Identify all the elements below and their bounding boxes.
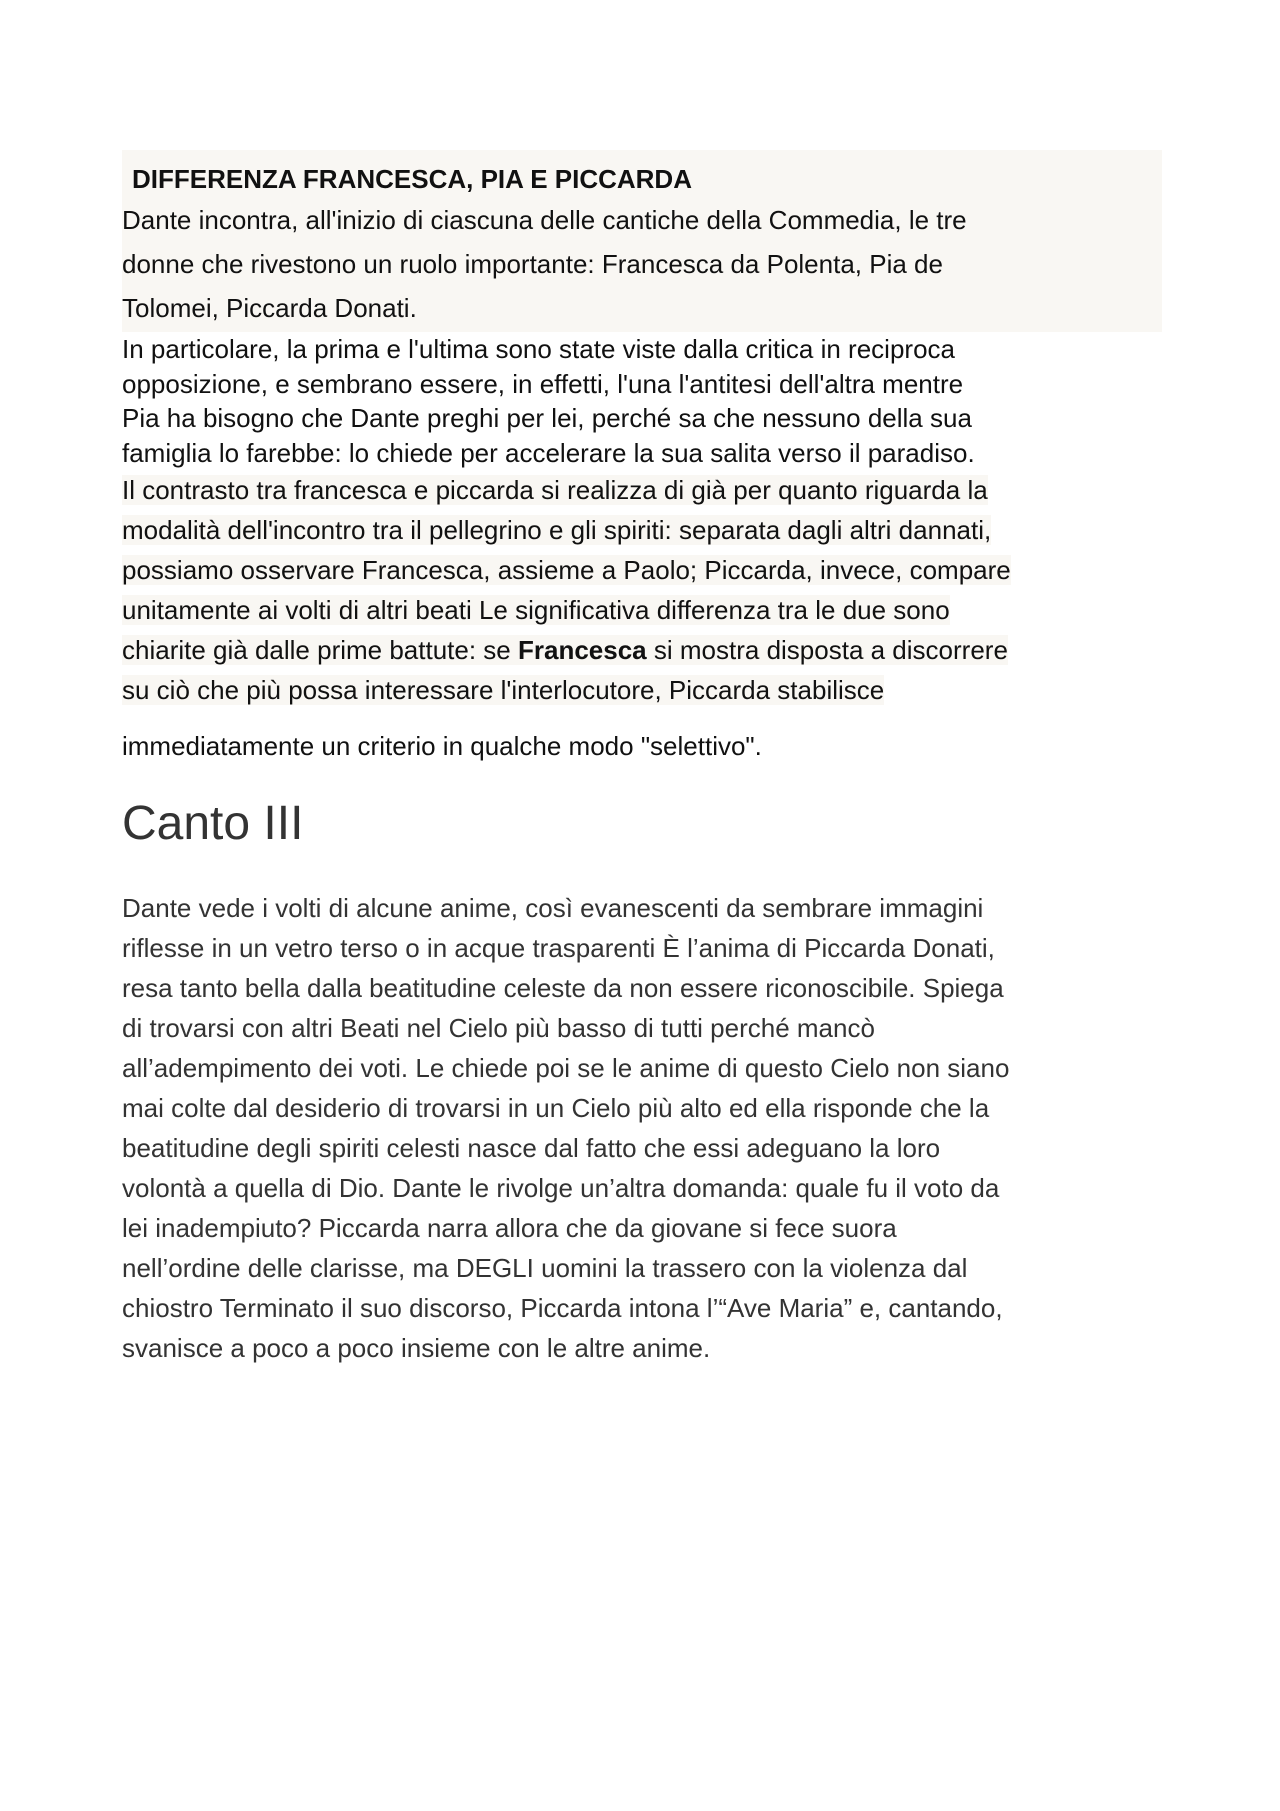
contrast-paragraph: [122, 470, 1162, 710]
contrast-line: Il contrasto tra francesca e piccarda si realizza di già per quanto riguarda la: [122, 475, 988, 505]
canto-line: volontà a quella di Dio. Dante le rivolge un’altra domanda: quale fu il voto da: [122, 1173, 1000, 1203]
intro-paragraph: [122, 198, 1122, 330]
canto-line: resa tanto bella dalla beatitudine celeste da non essere riconoscibile. Spiega: [122, 973, 1004, 1003]
document-page: [122, 150, 1162, 1368]
bold-francesca: Francesca: [518, 635, 647, 665]
contrast-line: modalità dell'incontro tra il pellegrino e gli spiriti: separata dagli altri dannati,: [122, 515, 992, 545]
contrast-line: unitamente ai volti di altri beati Le significativa differenza tra le due sono: [122, 595, 950, 625]
document-title: DIFFERENZA FRANCESCA, PIA E PICCARDA: [132, 164, 692, 194]
intro-line: Dante incontra, all'inizio di ciascuna delle cantiche della Commedia, le tre: [122, 205, 967, 235]
comparison-line: Pia ha bisogno che Dante preghi per lei, perché sa che nessuno della sua: [122, 403, 972, 433]
comparison-line: famiglia lo farebbe: lo chiede per accelerare la sua salita verso il paradiso.: [122, 437, 975, 468]
contrast-line-start: chiarite già dalle prime battute: se: [122, 635, 518, 665]
comparison-paragraph: [122, 332, 1142, 470]
comparison-line: opposizione, e sembrano essere, in effetti, l'una l'antitesi dell'altra mentre: [122, 368, 964, 399]
canto-line: mai colte dal desiderio di trovarsi in un Cielo più alto ed ella risponde che la: [122, 1093, 990, 1123]
canto-paragraph: [122, 888, 1162, 1368]
canto-line: riflesse in un vetro terso o in acque trasparenti È l’anima di Piccarda Donati,: [122, 933, 995, 963]
selective-criterion-line: immediatamente un criterio in qualche modo "selettivo".: [122, 731, 762, 761]
contrast-line-end: si mostra disposta a discorrere: [646, 635, 1008, 665]
canto-heading: Canto III: [122, 797, 304, 850]
intro-line: donne che rivestono un ruolo importante: Francesca da Polenta, Pia de: [122, 249, 943, 279]
intro-line: Tolomei, Piccarda Donati.: [122, 293, 417, 323]
canto-line: di trovarsi con altri Beati nel Cielo più basso di tutti perché mancò: [122, 1013, 875, 1043]
canto-line: lei inadempiuto? Piccarda narra allora che da giovane si fece suora: [122, 1213, 897, 1243]
canto-line: svanisce a poco a poco insieme con le altre anime.: [122, 1333, 711, 1363]
canto-line: Dante vede i volti di alcune anime, così evanescenti da sembrare immagini: [122, 893, 984, 923]
comparison-line: In particolare, la prima e l'ultima sono state viste dalla critica in reciproca: [122, 334, 955, 364]
contrast-line: possiamo osservare Francesca, assieme a Paolo; Piccarda, invece, compare: [122, 555, 1011, 585]
canto-line: nell’ordine delle clarisse, ma DEGLI uomini la trassero con la violenza dal: [122, 1253, 968, 1283]
canto-line: beatitudine degli spiriti celesti nasce dal fatto che essi adeguano la loro: [122, 1133, 941, 1163]
intro-highlight-block: [122, 150, 1162, 332]
canto-line: chiostro Terminato il suo discorso, Piccarda intona l’“Ave Maria” e, cantando,: [122, 1293, 1003, 1323]
canto-line: all’adempimento dei voti. Le chiede poi se le anime di questo Cielo non siano: [122, 1053, 1010, 1083]
contrast-line: su ciò che più possa interessare l'interlocutore, Piccarda stabilisce: [122, 675, 885, 705]
